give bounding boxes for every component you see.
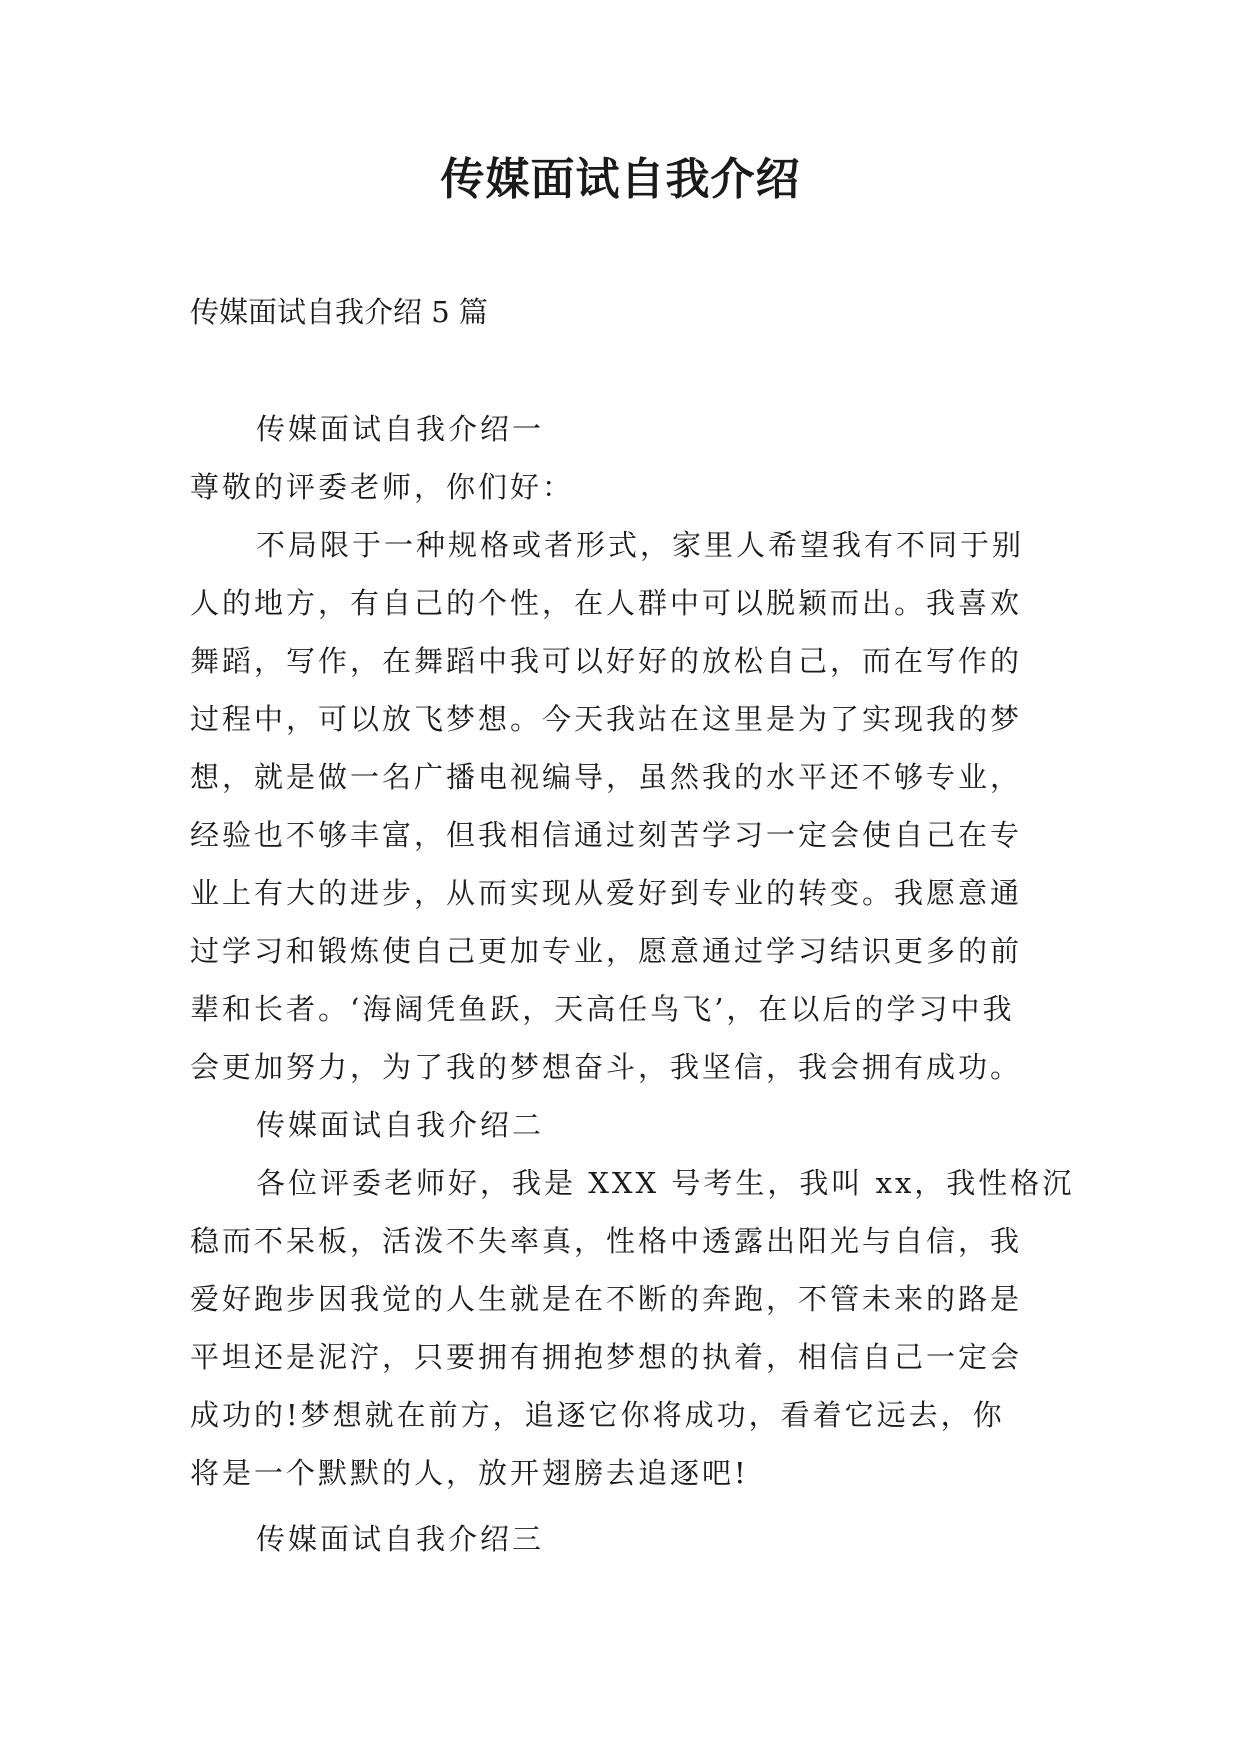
paragraph-line: 辈和长者。‘海阔凭鱼跃，天高任鸟飞’，在以后的学习中我 bbox=[190, 992, 1015, 1026]
paragraph-line: 将是一个默默的人，放开翅膀去追逐吧! bbox=[190, 1456, 749, 1490]
document-subtitle: 传媒面试自我介绍 5 篇 bbox=[190, 295, 488, 329]
section-two-heading: 传媒面试自我介绍二 bbox=[256, 1108, 545, 1142]
section-one-greeting: 尊敬的评委老师，你们好： bbox=[190, 470, 575, 504]
paragraph-line: 各位评委老师好，我是 XXX 号考生，我叫 xx，我性格沉 bbox=[256, 1166, 1075, 1200]
paragraph-line: 成功的!梦想就在前方，追逐它你将成功，看着它远去，你 bbox=[190, 1398, 1005, 1432]
document-body bbox=[190, 400, 1075, 1568]
section-gap bbox=[190, 1502, 1070, 1510]
section-three-heading: 传媒面试自我介绍三 bbox=[256, 1522, 545, 1556]
document-title: 传媒面试自我介绍 bbox=[440, 154, 801, 205]
paragraph-line: 不局限于一种规格或者形式，家里人希望我有不同于别 bbox=[256, 528, 1025, 562]
paragraph-line: 业上有大的进步，从而实现从爱好到专业的转变。我愿意通 bbox=[190, 876, 1023, 910]
paragraph-line: 会更加努力，为了我的梦想奋斗，我坚信，我会拥有成功。 bbox=[190, 1050, 1023, 1084]
paragraph-line: 经验也不够丰富，但我相信通过刻苦学习一定会使自己在专 bbox=[190, 818, 1023, 852]
paragraph-line: 过程中，可以放飞梦想。今天我站在这里是为了实现我的梦 bbox=[190, 702, 1023, 736]
paragraph-line: 舞蹈，写作，在舞蹈中我可以好好的放松自己，而在写作的 bbox=[190, 644, 1023, 678]
paragraph-line: 过学习和锻炼使自己更加专业，愿意通过学习结识更多的前 bbox=[190, 934, 1023, 968]
paragraph-line: 稳而不呆板，活泼不失率真，性格中透露出阳光与自信，我 bbox=[190, 1224, 1023, 1258]
paragraph-line: 想，就是做一名广播电视编导，虽然我的水平还不够专业， bbox=[190, 760, 1023, 794]
section-one-heading: 传媒面试自我介绍一 bbox=[256, 412, 545, 446]
paragraph-line: 爱好跑步因我觉的人生就是在不断的奔跑，不管未来的路是 bbox=[190, 1282, 1023, 1316]
paragraph-line: 人的地方，有自己的个性，在人群中可以脱颖而出。我喜欢 bbox=[190, 586, 1023, 620]
paragraph-line: 平坦还是泥泞，只要拥有拥抱梦想的执着，相信自己一定会 bbox=[190, 1340, 1023, 1374]
